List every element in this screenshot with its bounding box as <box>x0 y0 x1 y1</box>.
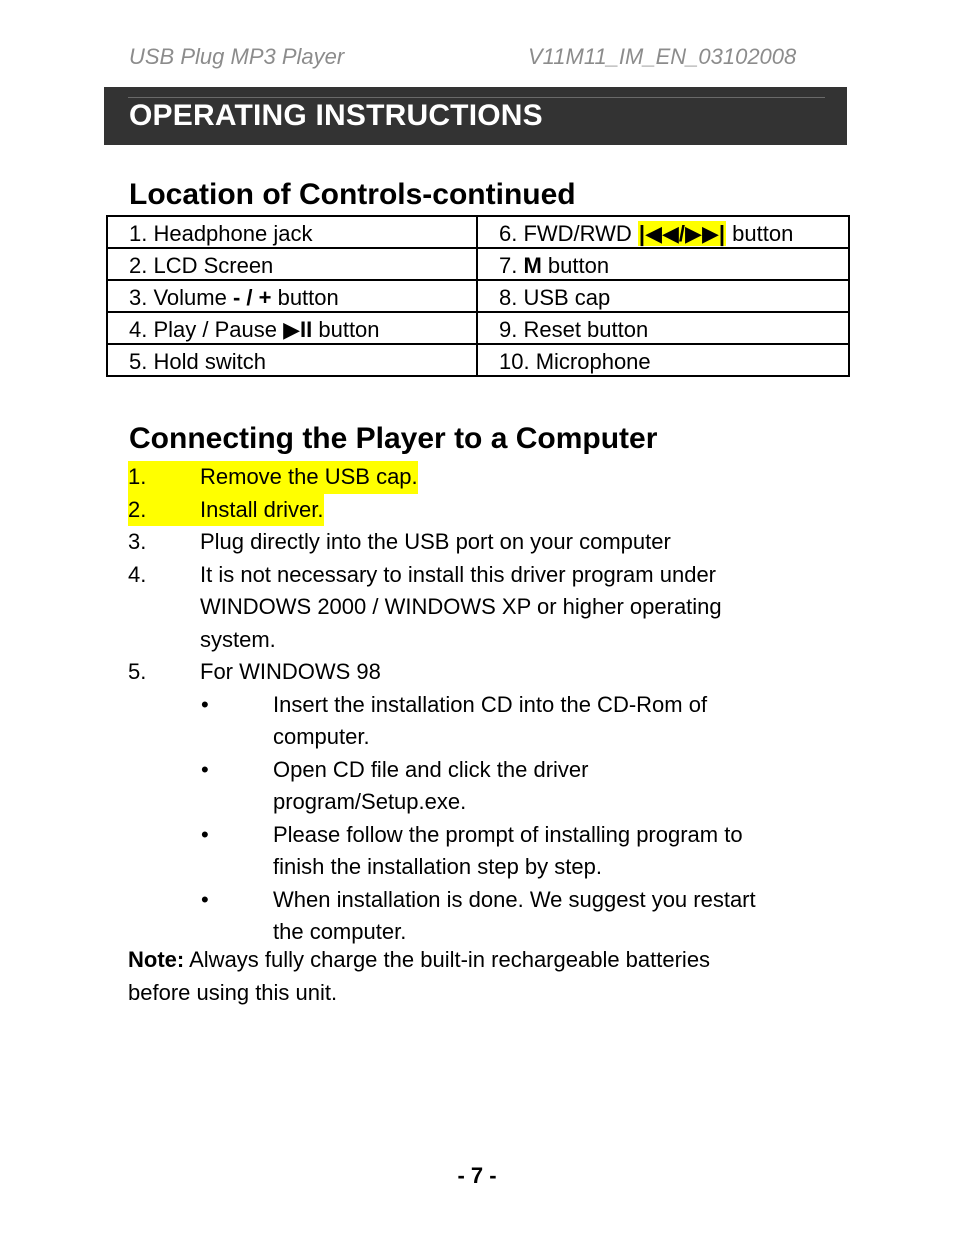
list-item <box>200 754 828 819</box>
controls-heading: Location of Controls-continued <box>129 178 576 211</box>
step-text-line: It is not necessary to install this driver program under <box>200 561 717 587</box>
cell-text: 5. Hold switch <box>129 349 266 374</box>
step-text: For WINDOWS 98 <box>200 659 381 684</box>
bullet-text-line: finish the installation step by step. <box>273 854 602 879</box>
cell-text: 10. Microphone <box>499 349 651 374</box>
bullet-text-line: the computer. <box>273 919 407 944</box>
table-cell <box>107 216 477 248</box>
highlighted-step <box>128 461 418 494</box>
bullet-icon: • <box>201 756 209 782</box>
table-row <box>107 312 849 344</box>
cell-text: button <box>541 253 610 278</box>
table-row <box>107 248 849 280</box>
cell-text: button <box>271 285 339 310</box>
note-paragraph <box>128 944 808 1009</box>
list-item <box>128 461 828 494</box>
page-number: - 7 - <box>457 1163 497 1188</box>
list-item <box>128 526 828 559</box>
table-cell <box>477 248 849 280</box>
bullet-icon: • <box>201 886 209 912</box>
play-pause-icon: ▶II <box>283 317 313 342</box>
skip-back-forward-icon: |◀◀/▶▶| <box>638 221 726 246</box>
step-number: 1. <box>128 464 147 489</box>
table-cell <box>477 216 849 248</box>
running-header-doc-id: V11M11_IM_EN_03102008 <box>528 44 797 69</box>
bullet-text-line: When installation is done. We suggest you restart <box>273 886 756 912</box>
step-text: Remove the USB cap. <box>200 464 418 489</box>
list-item <box>200 689 828 754</box>
connect-steps-list <box>128 461 828 949</box>
note-text: before using this unit. <box>128 979 338 1005</box>
table-cell <box>107 248 477 280</box>
cell-text: 2. LCD Screen <box>129 253 274 278</box>
cell-text: 6. FWD/RWD <box>499 221 638 246</box>
highlighted-step <box>128 494 324 527</box>
bullet-text-line: Insert the installation CD into the CD-Rom of <box>273 691 708 717</box>
table-cell <box>477 280 849 312</box>
bullet-text-line: program/Setup.exe. <box>273 789 467 814</box>
step-number: 3. <box>128 529 147 554</box>
section-title: OPERATING INSTRUCTIONS <box>129 99 543 132</box>
list-item <box>128 559 828 657</box>
bullet-text-line: Open CD file and click the driver <box>273 756 589 782</box>
bullet-text <box>273 819 828 884</box>
step-text: Plug directly into the USB port on your computer <box>200 529 671 554</box>
table-cell <box>107 344 477 376</box>
section-title-bar <box>104 87 847 145</box>
list-item <box>200 884 828 949</box>
bullet-icon: • <box>201 691 209 717</box>
cell-text: 9. Reset button <box>499 317 649 342</box>
running-header-title: USB Plug MP3 Player <box>129 44 345 69</box>
bullet-icon: • <box>201 821 209 847</box>
volume-symbol: - / + <box>232 285 272 310</box>
bullet-text <box>273 754 828 819</box>
controls-table <box>106 215 850 377</box>
note-text: Always fully charge the built-in rechargeable batteries <box>184 947 711 972</box>
list-item <box>128 656 828 689</box>
table-cell <box>107 312 477 344</box>
list-item <box>200 819 828 884</box>
table-cell <box>477 312 849 344</box>
step-text-line: WINDOWS 2000 / WINDOWS XP or higher operating <box>200 594 722 619</box>
table-cell <box>477 344 849 376</box>
cell-text: 1. Headphone jack <box>129 221 313 246</box>
cell-text: 4. Play / Pause <box>129 317 284 342</box>
step-text-line: system. <box>200 626 276 652</box>
bullet-text-line: Please follow the prompt of installing program to <box>273 821 743 847</box>
step-number: 5. <box>128 659 147 684</box>
m-key-label: M <box>523 253 542 278</box>
step-text: Install driver. <box>200 496 324 522</box>
bullet-text <box>273 689 828 754</box>
table-row <box>107 280 849 312</box>
note-label: Note: <box>128 947 185 972</box>
cell-text: 7. <box>499 253 524 278</box>
table-cell <box>107 280 477 312</box>
cell-text: 3. Volume <box>129 285 233 310</box>
table-row <box>107 344 849 376</box>
step-text <box>200 559 828 657</box>
table-row <box>107 216 849 248</box>
list-item <box>128 494 828 527</box>
windows98-bullet-list <box>200 689 828 949</box>
connect-heading: Connecting the Player to a Computer <box>129 422 658 455</box>
cell-text: button <box>726 221 794 246</box>
step-number: 2. <box>128 496 147 522</box>
cell-text: 8. USB cap <box>499 285 611 310</box>
step-number: 4. <box>128 561 147 587</box>
bullet-text-line: computer. <box>273 724 370 749</box>
cell-text: button <box>312 317 380 342</box>
bullet-text <box>273 884 828 949</box>
